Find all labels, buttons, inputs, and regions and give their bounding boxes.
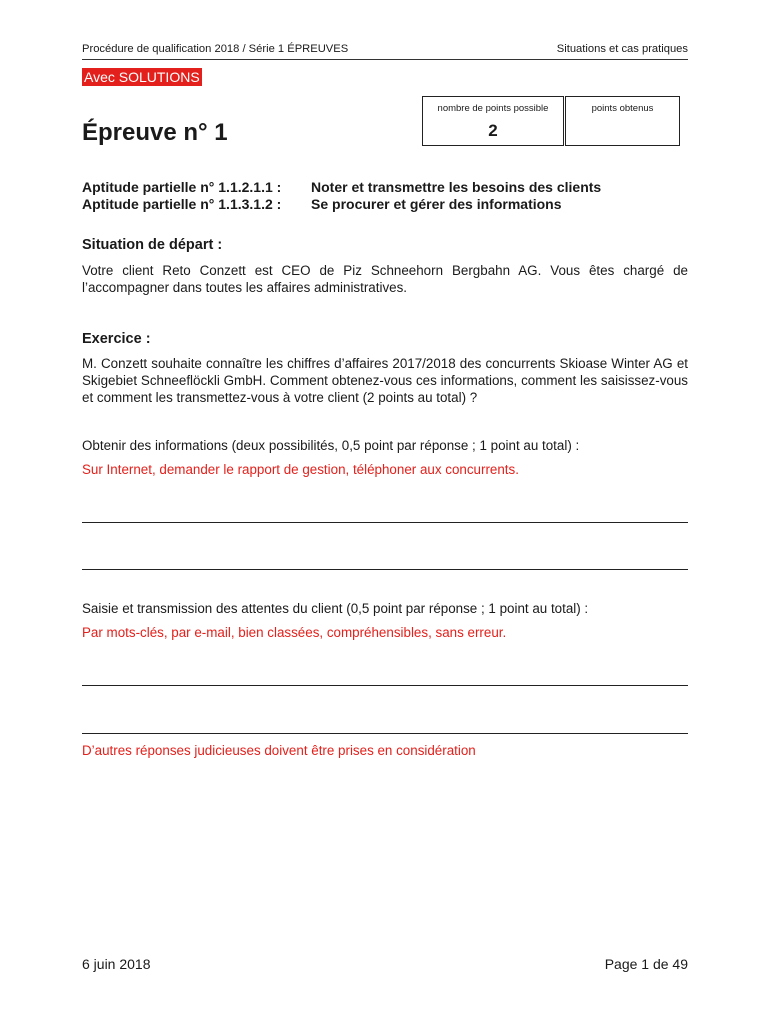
question2-prompt: Saisie et transmission des attentes du client (0,5 point par réponse ; 1 point au total) : [82,601,589,616]
aptitude-text: Se procurer et gérer des informations [311,196,562,212]
points-possible-value: 2 [488,121,498,140]
header-rule [82,59,688,60]
question1-prompt: Obtenir des informations (deux possibilités, 0,5 point par réponse ; 1 point au total) : [82,438,580,453]
aptitude-code: Aptitude partielle n° 1.1.2.1.1 : [82,179,282,195]
answer-line[interactable] [82,685,688,686]
points-possible-cell [422,96,564,146]
aptitude-row [82,196,601,213]
answer-line[interactable] [82,733,688,734]
answer-line[interactable] [82,522,688,523]
solutions-badge: Avec SOLUTIONS [84,69,200,85]
header-right: Situations et cas pratiques [556,43,688,55]
question1-answer: Sur Internet, demander le rapport de gestion, téléphoner aux concurrents. [82,462,519,477]
points-obtained-cell[interactable] [565,96,680,146]
points-obtained-label: points obtenus [591,103,654,114]
exercise-heading: Exercice : [82,331,151,347]
situation-heading: Situation de départ : [82,237,223,253]
aptitude-code: Aptitude partielle n° 1.1.3.1.2 : [82,196,282,212]
exercise-text: M. Conzett souhaite connaître les chiffres d’affaires 2017/2018 des concurrents Skioase Winter AG et Skigebiet Schneeflöckli GmbH. Comment obtenez-vous ces informations, comment les saisissez-vous et comment les transmettez-vous à votre client (2 points au total) ? [82,356,688,405]
aptitude-row [82,179,601,196]
footer-date: 6 juin 2018 [82,956,151,972]
points-table [422,96,680,146]
header-left: Procédure de qualification 2018 / Série 1 ÉPREUVES [82,43,349,55]
answer-line[interactable] [82,569,688,570]
footer-page-number: Page 1 de 49 [604,956,688,972]
evaluation-note: D’autres réponses judicieuses doivent être prises en considération [82,743,476,758]
aptitudes-block [82,179,601,213]
question2-answer: Par mots-clés, par e-mail, bien classées, compréhensibles, sans erreur. [82,625,507,640]
aptitude-text: Noter et transmettre les besoins des clients [311,179,602,195]
points-possible-label: nombre de points possible [437,103,549,114]
page-title: Épreuve n° 1 [82,119,228,146]
situation-text: Votre client Reto Conzett est CEO de Piz Schneehorn Bergbahn AG. Vous êtes chargé de l’accompagner dans toutes les affaires administratives. [82,263,688,295]
